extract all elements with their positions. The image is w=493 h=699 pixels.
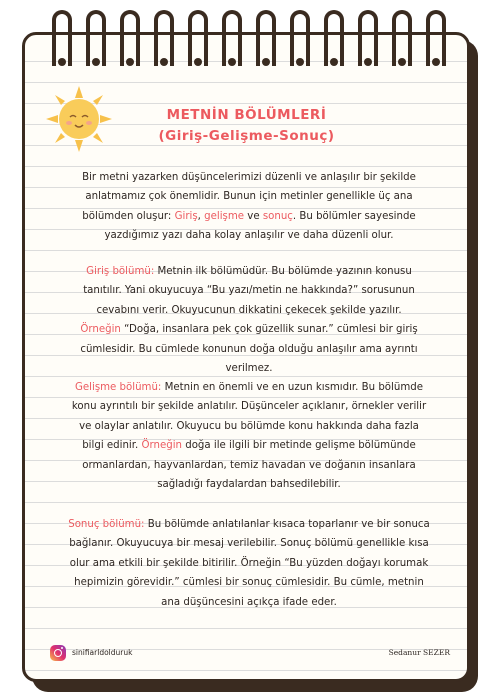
ring-hole (432, 58, 440, 66)
ring-hole (58, 58, 66, 66)
text-line: konu ayrıntılı bir şekilde anlatılır. Düşünceler açıklanır, örnekler verilir (71, 401, 427, 413)
footer (48, 643, 450, 665)
text-line: Bir metni yazarken düşüncelerimizi düzenli ve anlaşılır bir şekilde (82, 172, 416, 183)
text-span: , (197, 210, 205, 222)
giris-label: Giriş bölümü: (86, 266, 155, 277)
example-label: Örneğin (80, 324, 121, 336)
text-span: ve (244, 210, 263, 222)
ring-hole (92, 58, 100, 66)
text-span: Bu bölümde anlatılanlar kısaca toparlanır ve bir sonuca (144, 519, 430, 530)
author-name: Sedanur SEZER (388, 648, 450, 657)
ring-hole (228, 58, 236, 66)
ring-hole (364, 58, 372, 66)
text-line: yazdığımız yazı daha kolay anlaşılır ve daha düzenli olur. (104, 230, 394, 242)
text-line (48, 515, 450, 534)
text-line (48, 378, 450, 397)
instagram-handle[interactable]: sinifiarldolduruk (72, 648, 133, 657)
example-label: Örneğin (141, 440, 182, 452)
text-span: bilgi edinir. (82, 440, 142, 452)
text-line: olur ama etkili bir şekilde bitirilir. Örneğin “Bu yüzden doğayı korumak (69, 557, 429, 569)
text-span: doğa ile ilgili bir metinde gelişme bölümünde (181, 440, 416, 452)
text-span: “Doğa, insanlara pek çok güzellik sunar.” cümlesi bir giriş (120, 324, 418, 336)
intro-paragraph (48, 168, 450, 246)
instagram-icon[interactable] (50, 645, 66, 661)
text-line: hepimizin görevidir.” cümlesi bir sonuç cümlesidir. Bu cümle, metnin (74, 577, 424, 589)
page-title: METNİN BÖLÜMLERİ (166, 107, 327, 123)
text-span: . Bu bölümler sayesinde (292, 210, 416, 222)
term-giris: Giriş (174, 210, 198, 222)
ring-hole (194, 58, 202, 66)
text-line: cümlesidir. Bu cümlede konunun doğa olduğu anlaşılır ama ayrıntı (80, 343, 418, 355)
text-line (48, 320, 450, 339)
ring-hole (160, 58, 168, 66)
text-line: ana düşüncesini açıkça ifade eder. (161, 596, 337, 608)
text-line: verilmez. (225, 363, 273, 375)
ring-hole (296, 58, 304, 66)
term-sonuc: sonuç (262, 210, 293, 222)
text-span: Metnin ilk bölümüdür. Bu bölümde yazının konusu (154, 266, 412, 277)
ring-hole (330, 58, 338, 66)
term-gelisme: gelişme (204, 210, 245, 222)
text-line: sağladığı faydalardan bahsedilebilir. (157, 479, 341, 491)
text-span: Metnin en önemli ve en uzun kısmıdır. Bu bölümde (161, 382, 423, 393)
ring-hole (398, 58, 406, 66)
gelisme-label: Gelişme bölümü: (75, 382, 162, 393)
page-subtitle: (Giriş-Gelişme-Sonuç) (158, 128, 335, 144)
text-line (48, 436, 450, 455)
text-line: cevabını verir. Okuyucunun dikkatini çekecek şekilde yazılır. (96, 304, 402, 316)
text-line: anlatmamız çok önemlidir. Bunun için metinler genellikle üç ana (85, 191, 413, 203)
text-line (48, 262, 450, 281)
sonuc-label: Sonuç bölümü: (68, 519, 145, 530)
text-span: bölümden oluşur: (82, 210, 175, 222)
ring-hole (262, 58, 270, 66)
giris-paragraph (48, 262, 450, 378)
gelisme-paragraph (48, 378, 450, 494)
text-line (48, 207, 450, 226)
text-line: tanıtılır. Yani okuyucuya “Bu yazı/metin ne hakkında?” sorusunun (83, 285, 415, 297)
ring-hole (126, 58, 134, 66)
text-line: ormanlardan, hayvanlardan, temiz havadan ve doğanın insanlara (82, 459, 416, 471)
text-line: bağlanır. Okuyucuya bir mesaj verilebilir. Sonuç bölümü genellikle kısa (69, 538, 429, 550)
sonuc-paragraph (48, 515, 450, 612)
text-line: ve olaylar anlatılır. Okuyucu bu bölümde konu hakkında daha fazla (79, 420, 419, 432)
